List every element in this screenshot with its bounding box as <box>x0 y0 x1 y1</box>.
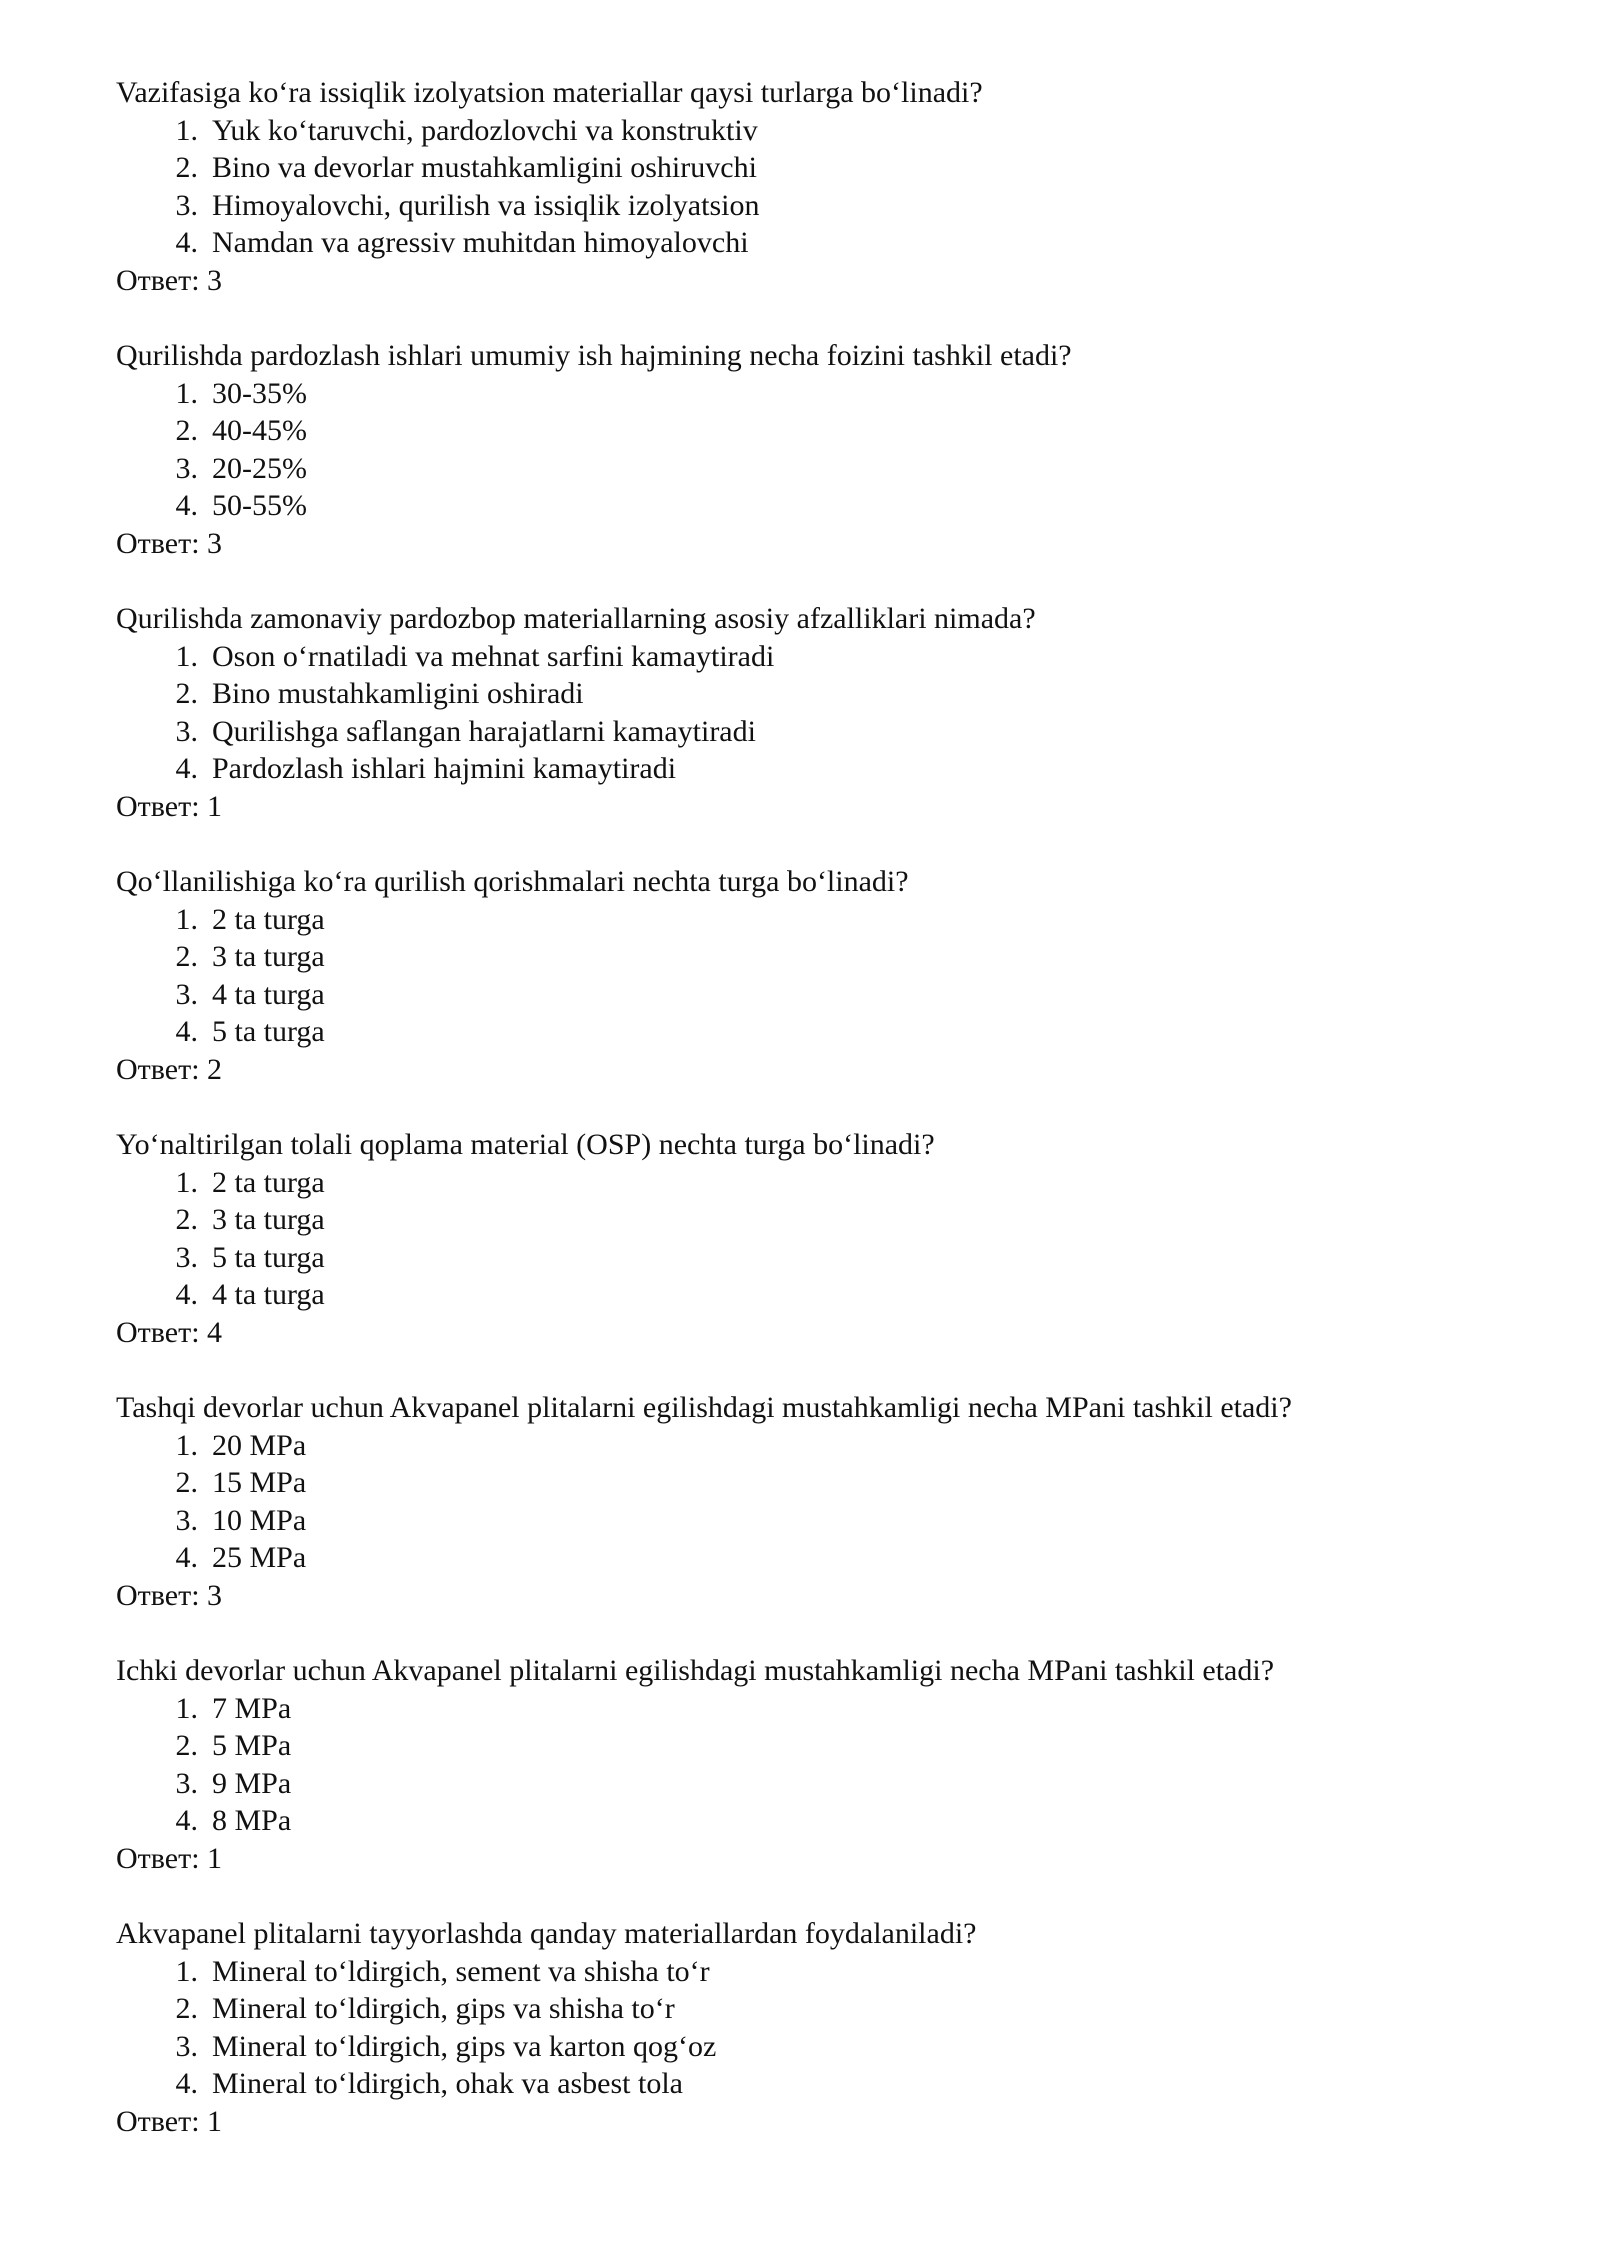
option-text: Mineral toʻldirgich, sement va shisha toʻr <box>212 1954 710 1988</box>
option-item <box>116 938 1496 976</box>
answer-line <box>116 1840 1496 1878</box>
option-item <box>116 1427 1496 1465</box>
answer-value: 2 <box>207 1052 223 1086</box>
option-item <box>116 487 1496 525</box>
option-item <box>116 1201 1496 1239</box>
answer-value: 3 <box>207 526 223 560</box>
answer-label: Ответ: <box>116 1315 200 1349</box>
option-number: 4. <box>175 489 198 522</box>
option-number: 2. <box>175 1992 198 2025</box>
answer-label: Ответ: <box>116 789 200 823</box>
option-number: 1. <box>175 902 198 936</box>
option-number: 2. <box>175 1729 198 1762</box>
question-text: Ichki devorlar uchun Akvapanel plitalarni egilishdagi mustahkamligi necha MPani tashkil etadi? <box>116 1654 1275 1687</box>
answer-line <box>116 525 1496 563</box>
option-number: 1. <box>175 1428 198 1462</box>
option-item <box>116 1953 1496 1991</box>
option-item <box>116 1539 1496 1577</box>
option-number: 3. <box>175 1766 198 1800</box>
answer-label: Ответ: <box>116 2104 200 2138</box>
question-text: Yoʻnaltirilgan tolali qoplama material (OSP) nechta turga boʻlinadi? <box>116 1128 935 1161</box>
answer-label: Ответ: <box>116 1841 200 1875</box>
option-number: 3. <box>175 977 198 1011</box>
option-number: 1. <box>175 376 198 410</box>
option-item <box>116 375 1496 413</box>
option-text: 2 ta turga <box>212 1165 325 1199</box>
question-block <box>116 600 1496 825</box>
option-item <box>116 1502 1496 1540</box>
option-text: Mineral toʻldirgich, gips va shisha toʻr <box>212 1992 675 2025</box>
option-item <box>116 2028 1496 2066</box>
option-item <box>116 224 1496 262</box>
option-text: 4 ta turga <box>212 1278 325 1311</box>
option-text: Himoyalovchi, qurilish va issiqlik izolyatsion <box>212 188 760 222</box>
question-block <box>116 1126 1496 1351</box>
option-number: 2. <box>175 1466 198 1499</box>
option-item <box>116 1765 1496 1803</box>
question-block <box>116 1915 1496 2140</box>
option-number: 4. <box>175 1541 198 1574</box>
option-item <box>116 750 1496 788</box>
option-number: 1. <box>175 1954 198 1988</box>
option-number: 3. <box>175 1240 198 1274</box>
option-text: 10 MPa <box>212 1503 307 1537</box>
answer-line <box>116 1577 1496 1615</box>
answer-value: 4 <box>207 1315 223 1349</box>
answer-line <box>116 1051 1496 1089</box>
option-text: Qurilishga saflangan harajatlarni kamaytiradi <box>212 714 756 748</box>
option-number: 4. <box>175 226 198 259</box>
option-text: 2 ta turga <box>212 902 325 936</box>
option-item <box>116 675 1496 713</box>
option-text: Mineral toʻldirgich, ohak va asbest tola <box>212 2067 683 2100</box>
answer-line <box>116 788 1496 826</box>
options-list <box>116 901 1496 1051</box>
option-text: Yuk koʻtaruvchi, pardozlovchi va konstruktiv <box>212 113 758 147</box>
option-item <box>116 901 1496 939</box>
question-block <box>116 337 1496 562</box>
answer-label: Ответ: <box>116 263 200 297</box>
option-text: 15 MPa <box>212 1466 307 1499</box>
answer-value: 1 <box>207 2104 223 2138</box>
option-text: 30-35% <box>212 376 307 410</box>
options-list <box>116 375 1496 525</box>
option-text: 7 MPa <box>212 1691 292 1725</box>
options-list <box>116 1690 1496 1840</box>
option-number: 1. <box>175 113 198 147</box>
option-number: 1. <box>175 1165 198 1199</box>
answer-value: 1 <box>207 1841 223 1875</box>
question-block <box>116 1389 1496 1614</box>
option-text: 3 ta turga <box>212 940 325 973</box>
options-list <box>116 112 1496 262</box>
option-text: 5 ta turga <box>212 1240 325 1274</box>
question-block <box>116 1652 1496 1877</box>
option-item <box>116 450 1496 488</box>
option-item <box>116 1239 1496 1277</box>
answer-line <box>116 262 1496 300</box>
option-text: 20 MPa <box>212 1428 307 1462</box>
option-item <box>116 638 1496 676</box>
option-text: Namdan va agressiv muhitdan himoyalovchi <box>212 226 749 259</box>
question-text: Qoʻllanilishiga koʻra qurilish qorishmalari nechta turga boʻlinadi? <box>116 865 909 898</box>
option-text: Bino mustahkamligini oshiradi <box>212 677 584 710</box>
option-number: 2. <box>175 414 198 447</box>
option-text: Mineral toʻldirgich, gips va karton qogʻoz <box>212 2029 717 2063</box>
question-text: Akvapanel plitalarni tayyorlashda qanday materiallardan foydalaniladi? <box>116 1917 977 1950</box>
answer-value: 1 <box>207 789 223 823</box>
option-number: 4. <box>175 1278 198 1311</box>
option-text: 50-55% <box>212 489 307 522</box>
question-text: Vazifasiga koʻra issiqlik izolyatsion materiallar qaysi turlarga boʻlinadi? <box>116 76 983 109</box>
question-text: Qurilishda pardozlash ishlari umumiy ish hajmining necha foizini tashkil etadi? <box>116 339 1072 372</box>
question-text: Qurilishda zamonaviy pardozbop materiallarning asosiy afzalliklari nimada? <box>116 602 1036 635</box>
option-item <box>116 1690 1496 1728</box>
option-number: 4. <box>175 2067 198 2100</box>
option-item <box>116 713 1496 751</box>
question-text: Tashqi devorlar uchun Akvapanel plitalarni egilishdagi mustahkamligi necha MPani tashkil etadi? <box>116 1391 1292 1424</box>
document-page <box>116 74 1496 2178</box>
option-number: 4. <box>175 1015 198 1048</box>
option-text: 25 MPa <box>212 1541 307 1574</box>
option-number: 3. <box>175 2029 198 2063</box>
option-item <box>116 1164 1496 1202</box>
option-item <box>116 187 1496 225</box>
question-block <box>116 863 1496 1088</box>
option-number: 3. <box>175 1503 198 1537</box>
option-number: 1. <box>175 1691 198 1725</box>
options-list <box>116 1427 1496 1577</box>
option-item <box>116 112 1496 150</box>
option-item <box>116 1990 1496 2028</box>
answer-label: Ответ: <box>116 526 200 560</box>
option-item <box>116 976 1496 1014</box>
option-text: 9 MPa <box>212 1766 292 1800</box>
option-item <box>116 1464 1496 1502</box>
answer-value: 3 <box>207 1578 223 1612</box>
option-number: 4. <box>175 752 198 785</box>
option-text: 8 MPa <box>212 1804 292 1837</box>
options-list <box>116 638 1496 788</box>
option-text: 20-25% <box>212 451 307 485</box>
option-item <box>116 149 1496 187</box>
option-number: 2. <box>175 1203 198 1236</box>
option-number: 3. <box>175 451 198 485</box>
option-item <box>116 1802 1496 1840</box>
option-text: Bino va devorlar mustahkamligini oshiruvchi <box>212 151 757 184</box>
option-number: 2. <box>175 940 198 973</box>
option-text: 40-45% <box>212 414 307 447</box>
option-number: 3. <box>175 714 198 748</box>
option-item <box>116 1013 1496 1051</box>
option-number: 4. <box>175 1804 198 1837</box>
answer-value: 3 <box>207 263 223 297</box>
option-number: 2. <box>175 677 198 710</box>
option-text: 5 MPa <box>212 1729 292 1762</box>
option-item <box>116 2065 1496 2103</box>
answer-line <box>116 2103 1496 2141</box>
option-item <box>116 1727 1496 1765</box>
answer-label: Ответ: <box>116 1578 200 1612</box>
answer-label: Ответ: <box>116 1052 200 1086</box>
option-number: 3. <box>175 188 198 222</box>
option-text: 5 ta turga <box>212 1015 325 1048</box>
option-item <box>116 1276 1496 1314</box>
answer-line <box>116 1314 1496 1352</box>
options-list <box>116 1164 1496 1314</box>
question-block <box>116 74 1496 299</box>
option-text: 4 ta turga <box>212 977 325 1011</box>
option-text: Oson oʻrnatiladi va mehnat sarfini kamaytiradi <box>212 639 775 673</box>
option-text: 3 ta turga <box>212 1203 325 1236</box>
options-list <box>116 1953 1496 2103</box>
option-number: 2. <box>175 151 198 184</box>
option-item <box>116 412 1496 450</box>
option-number: 1. <box>175 639 198 673</box>
option-text: Pardozlash ishlari hajmini kamaytiradi <box>212 752 677 785</box>
